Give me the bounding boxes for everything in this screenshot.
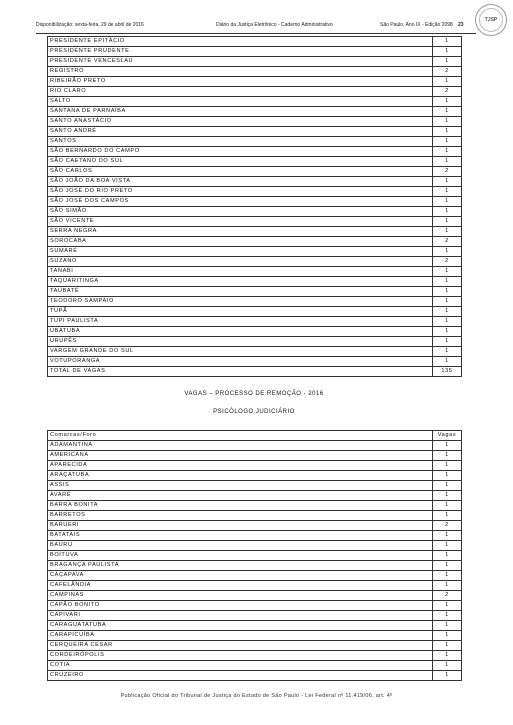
vacancy-count: 1	[433, 107, 462, 117]
vacancy-count: 1	[433, 287, 462, 297]
vacancy-count: 2	[433, 237, 462, 247]
comarca-name: SÃO CARLOS	[48, 167, 433, 177]
table-row	[48, 571, 462, 581]
table-row	[48, 257, 462, 267]
table-row	[48, 461, 462, 471]
vacancy-count: 1	[433, 551, 462, 561]
table-row	[48, 581, 462, 591]
vacancy-count: 1	[433, 337, 462, 347]
table-row	[48, 177, 462, 187]
header-rule	[36, 33, 476, 34]
comarca-name: BATATAIS	[48, 531, 433, 541]
comarca-name: TUPÃ	[48, 307, 433, 317]
section-title: VAGAS – PROCESSO DE REMOÇÃO - 2016	[184, 391, 324, 397]
vacancy-count: 1	[433, 481, 462, 491]
tjsp-seal-icon	[475, 4, 507, 36]
comarca-name: SANTOS	[48, 137, 433, 147]
table-row	[48, 511, 462, 521]
comarca-name: TEODORO SAMPAIO	[48, 297, 433, 307]
comarca-name: ADAMANTINA	[48, 441, 433, 451]
comarca-name: SALTO	[48, 97, 433, 107]
comarca-name: AVARÉ	[48, 491, 433, 501]
vacancy-count: 1	[433, 307, 462, 317]
vacancy-count: 1	[433, 581, 462, 591]
vacancy-count: 1	[433, 117, 462, 127]
table-row	[48, 97, 462, 107]
table-row	[48, 227, 462, 237]
vacancy-count: 1	[433, 207, 462, 217]
comarca-name: COTIA	[48, 661, 433, 671]
table-row	[48, 137, 462, 147]
comarca-name: SUMARÉ	[48, 247, 433, 257]
comarca-name: BARRETOS	[48, 511, 433, 521]
vacancy-count: 1	[433, 471, 462, 481]
page-footer: Publicação Oficial do Tribunal de Justiça do Estado de São Paulo - Lei Federal nº 11.419/06, art. 4º	[120, 693, 393, 699]
table-row	[48, 631, 462, 641]
page-number: 23	[458, 22, 464, 28]
vacancy-count: 1	[433, 177, 462, 187]
comarca-name: Comarcas/Foro	[48, 431, 433, 441]
page-header	[36, 18, 476, 32]
comarca-name: BAURU	[48, 541, 433, 551]
vacancy-count: 1	[433, 347, 462, 357]
table-row	[48, 561, 462, 571]
comarca-name: REGISTRO	[48, 67, 433, 77]
vacancy-count: 1	[433, 561, 462, 571]
table-row	[48, 651, 462, 661]
table-row	[48, 451, 462, 461]
table-row	[48, 471, 462, 481]
vacancy-count: 1	[433, 611, 462, 621]
table-row	[48, 87, 462, 97]
comarca-name: SÃO JOSÉ DO RIO PRETO	[48, 187, 433, 197]
vacancy-count: 1	[433, 227, 462, 237]
vacancy-count: 1	[433, 97, 462, 107]
comarca-name: CRUZEIRO	[48, 671, 433, 681]
table-row	[48, 127, 462, 137]
comarca-name: CERQUEIRA CESAR	[48, 641, 433, 651]
comarca-name: PRESIDENTE VENCESLAU	[48, 57, 433, 67]
comarca-name: BOITUVA	[48, 551, 433, 561]
comarca-name: ASSIS	[48, 481, 433, 491]
comarca-name: AMERICANA	[48, 451, 433, 461]
journal-name: Diário da Justiça Eletrônico - Caderno Administrativo	[216, 22, 333, 28]
comarca-name: SOROCABA	[48, 237, 433, 247]
comarca-name: RIBEIRÃO PRETO	[48, 77, 433, 87]
table-row	[48, 217, 462, 227]
comarca-name: VOTUPORANGA	[48, 357, 433, 367]
vacancy-count: 1	[433, 651, 462, 661]
table-row	[48, 67, 462, 77]
vacancy-count: 1	[433, 631, 462, 641]
vacancy-count: 1	[433, 491, 462, 501]
table-row	[48, 441, 462, 451]
comarca-name: PRESIDENTE EPITÁCIO	[48, 37, 433, 47]
vacancy-count: 1	[433, 661, 462, 671]
vacancy-count: 2	[433, 521, 462, 531]
comarca-name: SÃO VICENTE	[48, 217, 433, 227]
vacancy-count: 1	[433, 147, 462, 157]
comarca-name: SANTANA DE PARNAÍBA	[48, 107, 433, 117]
vacancy-count: 1	[433, 277, 462, 287]
vacancy-count: 1	[433, 37, 462, 47]
vacancy-count: 1	[433, 47, 462, 57]
table-row	[48, 367, 462, 377]
vacancy-count: 1	[433, 267, 462, 277]
table-row	[48, 671, 462, 681]
vacancy-count: 2	[433, 257, 462, 267]
table-row	[48, 187, 462, 197]
vacancy-count: 1	[433, 511, 462, 521]
vacancy-count: 1	[433, 571, 462, 581]
table-row	[48, 541, 462, 551]
comarca-name: CAÇAPAVA	[48, 571, 433, 581]
table-row	[48, 147, 462, 157]
vacancy-count: 1	[433, 461, 462, 471]
comarca-name: URUPÊS	[48, 337, 433, 347]
table-row	[48, 307, 462, 317]
comarca-name: ARAÇATUBA	[48, 471, 433, 481]
vacancy-count: 1	[433, 187, 462, 197]
comarca-name: UBATUBA	[48, 327, 433, 337]
comarca-name: SÃO CAETANO DO SUL	[48, 157, 433, 167]
table-row	[48, 611, 462, 621]
comarca-name: TANABI	[48, 267, 433, 277]
table-row	[48, 107, 462, 117]
vacancy-count: 2	[433, 67, 462, 77]
table-row	[48, 347, 462, 357]
table-row	[48, 337, 462, 347]
comarca-name: TAUBATÉ	[48, 287, 433, 297]
comarca-name: SANTO ANDRÉ	[48, 127, 433, 137]
table-row	[48, 267, 462, 277]
vacancy-count: 1	[433, 297, 462, 307]
vacancy-count: 1	[433, 357, 462, 367]
table-row	[48, 481, 462, 491]
table-header-row	[48, 431, 462, 441]
table-row	[48, 37, 462, 47]
comarca-name: APARECIDA	[48, 461, 433, 471]
vacancy-count: 2	[433, 167, 462, 177]
table-row	[48, 277, 462, 287]
comarca-name: CORDEIRÓPOLIS	[48, 651, 433, 661]
section-subtitle: PSICÓLOGO JUDICIÁRIO	[213, 409, 295, 415]
table-row	[48, 207, 462, 217]
vacancy-count: 1	[433, 451, 462, 461]
vacancy-count: 1	[433, 601, 462, 611]
vacancy-count: 1	[433, 57, 462, 67]
table-row	[48, 287, 462, 297]
comarca-name: PRESIDENTE PRUDENTE	[48, 47, 433, 57]
table-row	[48, 491, 462, 501]
comarca-name: RIO CLARO	[48, 87, 433, 97]
comarca-name: SÃO JOSÉ DOS CAMPOS	[48, 197, 433, 207]
comarca-name: SANTO ANASTÁCIO	[48, 117, 433, 127]
comarca-name: CAFELÂNDIA	[48, 581, 433, 591]
table-row	[48, 167, 462, 177]
table-row	[48, 531, 462, 541]
comarca-name: VARGEM GRANDE DO SUL	[48, 347, 433, 357]
table-row	[48, 77, 462, 87]
comarca-name: SÃO SIMÃO	[48, 207, 433, 217]
table-row	[48, 661, 462, 671]
table-row	[48, 601, 462, 611]
table-row	[48, 357, 462, 367]
table-row	[48, 521, 462, 531]
comarca-name: BRAGANÇA PAULISTA	[48, 561, 433, 571]
vacancy-count: 1	[433, 127, 462, 137]
comarca-name: CARAPICUÍBA	[48, 631, 433, 641]
psychologist-vacancies-table	[47, 430, 462, 681]
table-row	[48, 501, 462, 511]
table-row	[48, 237, 462, 247]
vacancy-count: 1	[433, 317, 462, 327]
vacancies-table-continued	[47, 36, 462, 377]
comarca-name: SERRA NEGRA	[48, 227, 433, 237]
table-row	[48, 621, 462, 631]
table-row	[48, 197, 462, 207]
publication-date: Disponibilização: sexta-feira, 29 de abril de 2016	[36, 22, 144, 28]
vacancy-count: 1	[433, 501, 462, 511]
edition-info: São Paulo, Ano IX - Edição 2098	[380, 22, 453, 28]
comarca-name: SÃO JOÃO DA BOA VISTA	[48, 177, 433, 187]
vacancy-count: 1	[433, 197, 462, 207]
vacancy-count: 1	[433, 137, 462, 147]
vacancy-count: 1	[433, 157, 462, 167]
table-row	[48, 317, 462, 327]
vacancy-count: 2	[433, 591, 462, 601]
vacancy-count: 1	[433, 541, 462, 551]
vacancy-count: 1	[433, 217, 462, 227]
comarca-name: SÃO BERNARDO DO CAMPO	[48, 147, 433, 157]
table-row	[48, 247, 462, 257]
vacancy-count: 135	[433, 367, 462, 377]
table-row	[48, 327, 462, 337]
vacancy-count: 2	[433, 87, 462, 97]
table-row	[48, 297, 462, 307]
vacancy-count: 1	[433, 247, 462, 257]
comarca-name: TOTAL DE VAGAS	[48, 367, 433, 377]
table-row	[48, 57, 462, 67]
comarca-name: CAPIVARI	[48, 611, 433, 621]
table-row	[48, 551, 462, 561]
table-row	[48, 117, 462, 127]
comarca-name: BARUERI	[48, 521, 433, 531]
comarca-name: CARAGUATATUBA	[48, 621, 433, 631]
vacancy-count: 1	[433, 327, 462, 337]
table-row	[48, 591, 462, 601]
vacancy-count: Vagas	[433, 431, 462, 441]
comarca-name: CAPÃO BONITO	[48, 601, 433, 611]
vacancy-count: 1	[433, 671, 462, 681]
comarca-name: TAQUARITINGA	[48, 277, 433, 287]
comarca-name: BARRA BONITA	[48, 501, 433, 511]
comarca-name: SUZANO	[48, 257, 433, 267]
comarca-name: CAMPINAS	[48, 591, 433, 601]
comarca-name: TUPI PAULISTA	[48, 317, 433, 327]
vacancy-count: 1	[433, 621, 462, 631]
seal-text: TJSP	[484, 17, 498, 23]
table-row	[48, 641, 462, 651]
vacancy-count: 1	[433, 531, 462, 541]
vacancy-count: 1	[433, 641, 462, 651]
table-row	[48, 47, 462, 57]
table-row	[48, 157, 462, 167]
vacancy-count: 1	[433, 77, 462, 87]
vacancy-count: 1	[433, 441, 462, 451]
